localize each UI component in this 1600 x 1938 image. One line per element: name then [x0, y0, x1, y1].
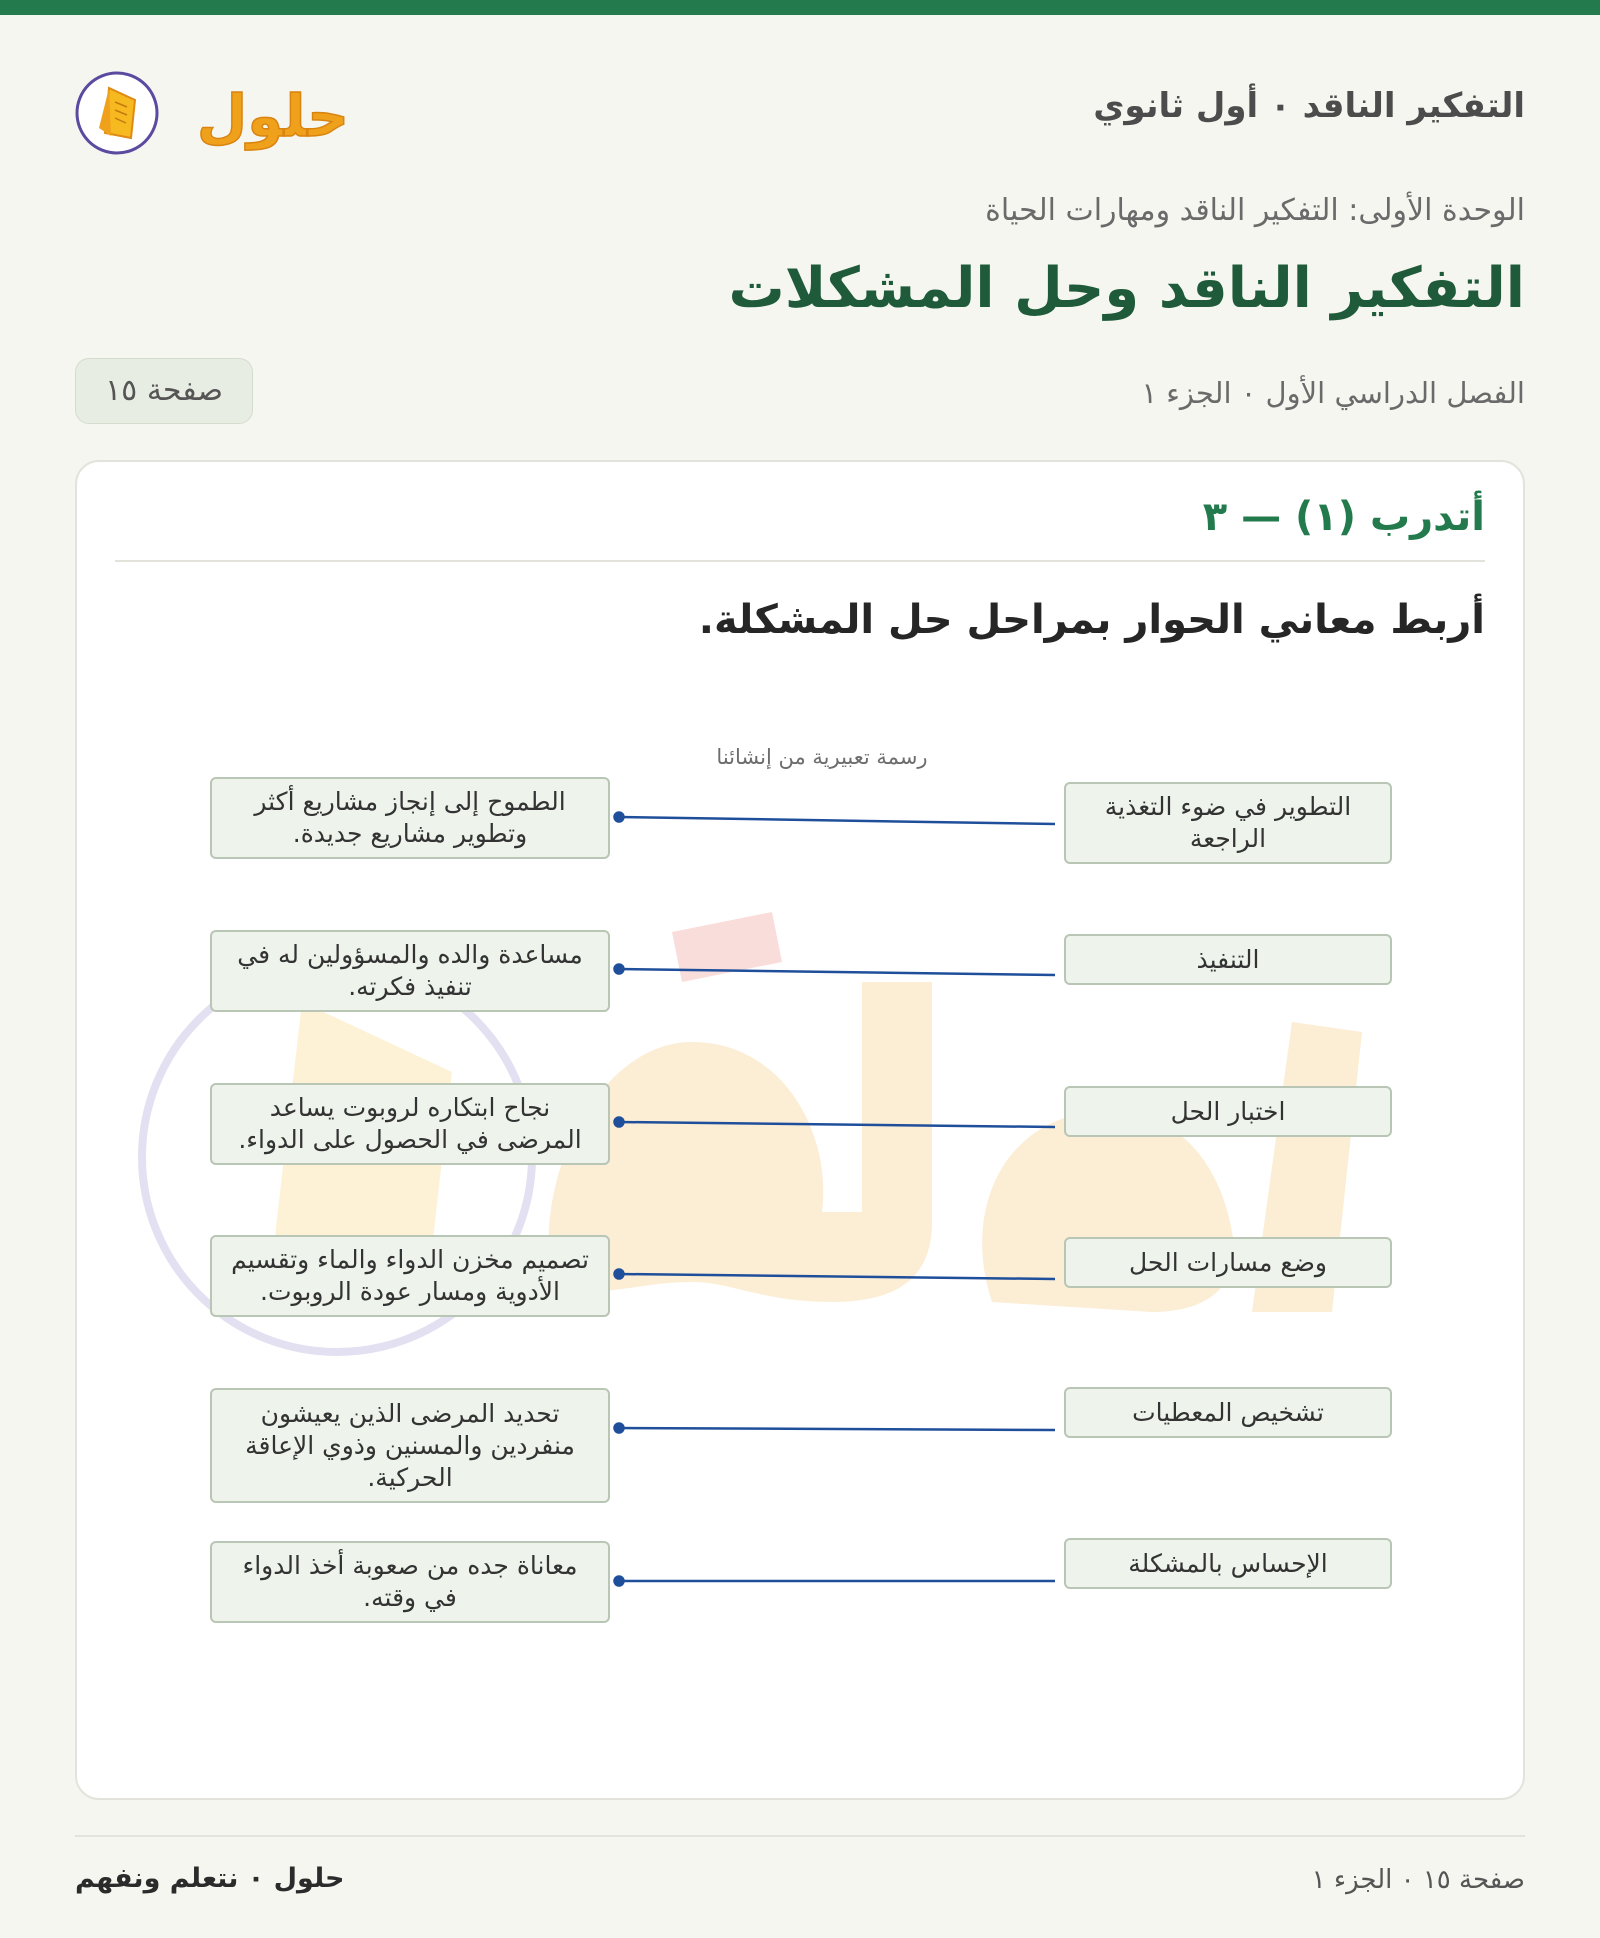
connector-line-2 [619, 969, 1055, 975]
footer-page-info: صفحة ١٥ ٠ الجزء ١ [1311, 1865, 1525, 1895]
logo-wordmark: حلول [196, 82, 345, 150]
figure-caption: رسمة تعبيرية من إنشائنا [716, 745, 928, 769]
connector-dot-1 [615, 813, 624, 822]
page-header [75, 58, 1525, 168]
stage-box-execution [1064, 934, 1392, 985]
stage-label: اختبار الحل [1170, 1096, 1286, 1126]
connector-line-1 [619, 817, 1055, 824]
stage-box-paths [1064, 1237, 1392, 1288]
semester-label: الفصل الدراسي الأول ٠ الجزء ١ [1141, 376, 1525, 410]
connector-dot-3 [615, 1118, 624, 1127]
stage-label: وضع مسارات الحل [1129, 1247, 1327, 1277]
exercise-instruction: أربط معاني الحوار بمراحل حل المشكلة. [698, 597, 1485, 643]
connector-dot-4 [615, 1270, 624, 1279]
unit-subtitle: الوحدة الأولى: التفكير الناقد ومهارات الحياة [985, 193, 1525, 228]
meaning-box-1 [210, 777, 610, 859]
meaning-box-3 [210, 1083, 610, 1165]
meaning-text: نجاح ابتكاره لروبوت يساعد المرضى في الحصول على الدواء. [238, 1093, 582, 1154]
stage-box-feedback [1064, 782, 1392, 864]
footer-brand: حلول ٠ نتعلم ونفهم [75, 1863, 345, 1894]
exercise-heading: أتدرب (١) — ٣ [1202, 494, 1485, 540]
meaning-text: تصميم مخزن الدواء والماء وتقسيم الأدوية ومسار عودة الروبوت. [231, 1245, 589, 1306]
connector-line-4 [619, 1274, 1055, 1279]
meaning-text: مساعدة والده والمسؤولين له في تنفيذ فكرته. [237, 940, 583, 1001]
meaning-text: الطموح إلى إنجاز مشاريع أكثر وتطوير مشاريع جديدة. [254, 787, 566, 848]
stage-box-testing [1064, 1086, 1392, 1137]
stage-box-diagnosis [1064, 1387, 1392, 1438]
stage-label: الإحساس بالمشكلة [1128, 1548, 1328, 1578]
meaning-box-4 [210, 1235, 610, 1317]
page-title: التفكير الناقد وحل المشكلات [728, 256, 1525, 321]
meaning-text: معاناة جده من صعوبة أخذ الدواء في وقته. [242, 1551, 578, 1612]
footer-divider [75, 1835, 1525, 1837]
stage-label: التطوير في ضوء التغذية الراجعة [1104, 792, 1352, 853]
meaning-box-2 [210, 930, 610, 1012]
connector-line-5 [619, 1428, 1055, 1430]
page-number-badge: صفحة ١٥ [75, 358, 253, 424]
top-accent-bar [0, 0, 1600, 15]
brand-logo [75, 58, 345, 168]
meaning-box-6 [210, 1541, 610, 1623]
stage-label: تشخيص المعطيات [1132, 1397, 1324, 1427]
meaning-box-5 [210, 1388, 610, 1503]
connector-dot-2 [615, 965, 624, 974]
connector-dot-5 [615, 1424, 624, 1433]
matching-figure [77, 462, 1525, 1800]
stage-box-sensing [1064, 1538, 1392, 1589]
stage-label: التنفيذ [1196, 944, 1260, 974]
connector-line-3 [619, 1122, 1055, 1127]
connector-dot-6 [615, 1577, 624, 1586]
meaning-text: تحديد المرضى الذين يعيشون منفردين والمسنين وذوي الإعاقة الحركية. [245, 1398, 575, 1492]
header-title: التفكير الناقد ٠ أول ثانوي [1093, 86, 1525, 126]
exercise-card [75, 460, 1525, 1800]
